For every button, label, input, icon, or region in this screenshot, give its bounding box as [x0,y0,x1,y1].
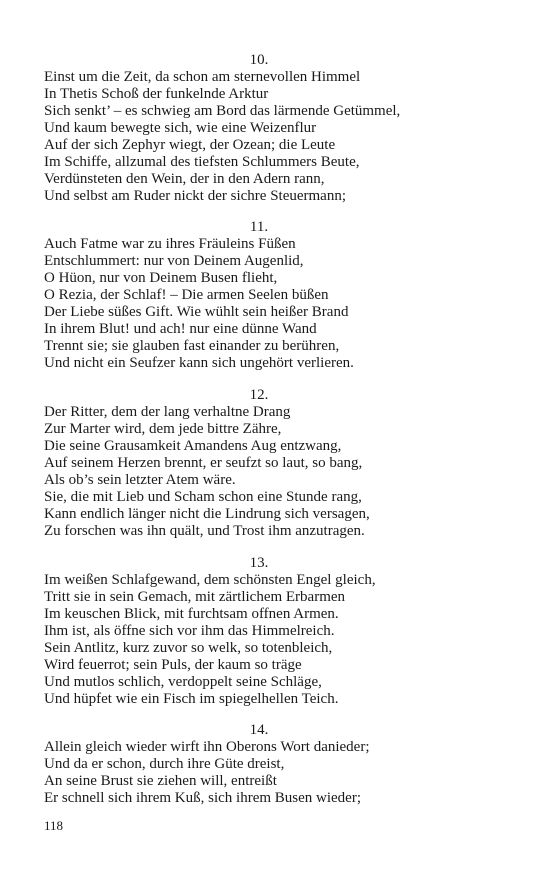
verse-line: O Hüon, nur von Deinem Busen flieht, [44,270,278,286]
verse-line: Zu forschen was ihn quält, und Trost ihm anzutragen. [44,523,365,539]
verse-line: Allein gleich wieder wirft ihn Oberons Wort danieder; [44,739,370,755]
verse-line: Der Ritter, dem der lang verhaltne Drang [44,404,291,420]
verse-line: Kann endlich länger nicht die Lindrung sich versagen, [44,506,370,522]
verse-line: Und mutlos schlich, verdoppelt seine Schläge, [44,674,322,690]
verse-line: Verdünsteten den Wein, der in den Adern rann, [44,171,325,187]
verse-line: Sie, die mit Lieb und Scham schon eine Stunde rang, [44,489,362,505]
stanza-11 [44,219,514,372]
verse-line: Die seine Grausamkeit Amandens Aug entzwang, [44,438,342,454]
verse-line: Ihm ist, als öffne sich vor ihm das Himmelreich. [44,623,335,639]
verse-line: Er schnell sich ihrem Kuß, sich ihrem Busen wieder; [44,790,362,806]
stanza-13 [44,555,514,708]
verse-line: Wird feuerrot; sein Puls, der kaum so träge [44,657,302,673]
stanza-number: 12. [249,387,269,403]
verse-line: Sein Antlitz, kurz zuvor so welk, so totenbleich, [44,640,333,656]
verse-line: Einst um die Zeit, da schon am sternevollen Himmel [44,69,361,85]
stanza-number: 14. [249,722,269,738]
stanza-14 [44,722,514,807]
verse-line: Und nicht ein Seufzer kann sich ungehört verlieren. [44,355,354,371]
verse-line: Im keuschen Blick, mit furchtsam offnen Armen. [44,606,339,622]
verse-line: Trennt sie; sie glauben fast einander zu berühren, [44,338,340,354]
verse-line: Und da er schon, durch ihre Güte dreist, [44,756,285,772]
verse-line: Und kaum bewegte sich, wie eine Weizenflur [44,120,317,136]
verse-line: Auf der sich Zephyr wiegt, der Ozean; die Leute [44,137,336,153]
verse-line: Sich senkt’ – es schwieg am Bord das lärmende Getümmel, [44,103,401,119]
stanza-number: 13. [249,555,269,571]
verse-line: Entschlummert: nur von Deinem Augenlid, [44,253,304,269]
verse-line: Und hüpfet wie ein Fisch im spiegelhellen Teich. [44,691,339,707]
stanza-12 [44,387,514,540]
verse-line: Auf seinem Herzen brennt, er seufzt so laut, so bang, [44,455,363,471]
page-number: 118 [44,818,64,833]
verse-line: Auch Fatme war zu ihres Fräuleins Füßen [44,236,296,252]
verse-line: Zur Marter wird, dem jede bittre Zähre, [44,421,282,437]
verse-line: An seine Brust sie ziehen will, entreißt [44,773,277,789]
verse-line: Tritt sie in sein Gemach, mit zärtlichem Erbarmen [44,589,346,605]
verse-line: Und selbst am Ruder nickt der sichre Steuermann; [44,188,347,204]
verse-line: Im weißen Schlafgewand, dem schönsten Engel gleich, [44,572,376,588]
verse-line: In ihrem Blut! und ach! nur eine dünne Wand [44,321,317,337]
verse-line: Der Liebe süßes Gift. Wie wühlt sein heißer Brand [44,304,349,320]
verse-line: In Thetis Schoß der funkelnde Arktur [44,86,269,102]
verse-line: O Rezia, der Schlaf! – Die armen Seelen büßen [44,287,329,303]
verse-line: Im Schiffe, allzumal des tiefsten Schlummers Beute, [44,154,360,170]
verse-line: Als ob’s sein letzter Atem wäre. [44,472,236,488]
stanza-number: 10. [249,52,269,68]
stanza-10 [44,52,514,205]
stanza-number: 11. [249,219,269,235]
